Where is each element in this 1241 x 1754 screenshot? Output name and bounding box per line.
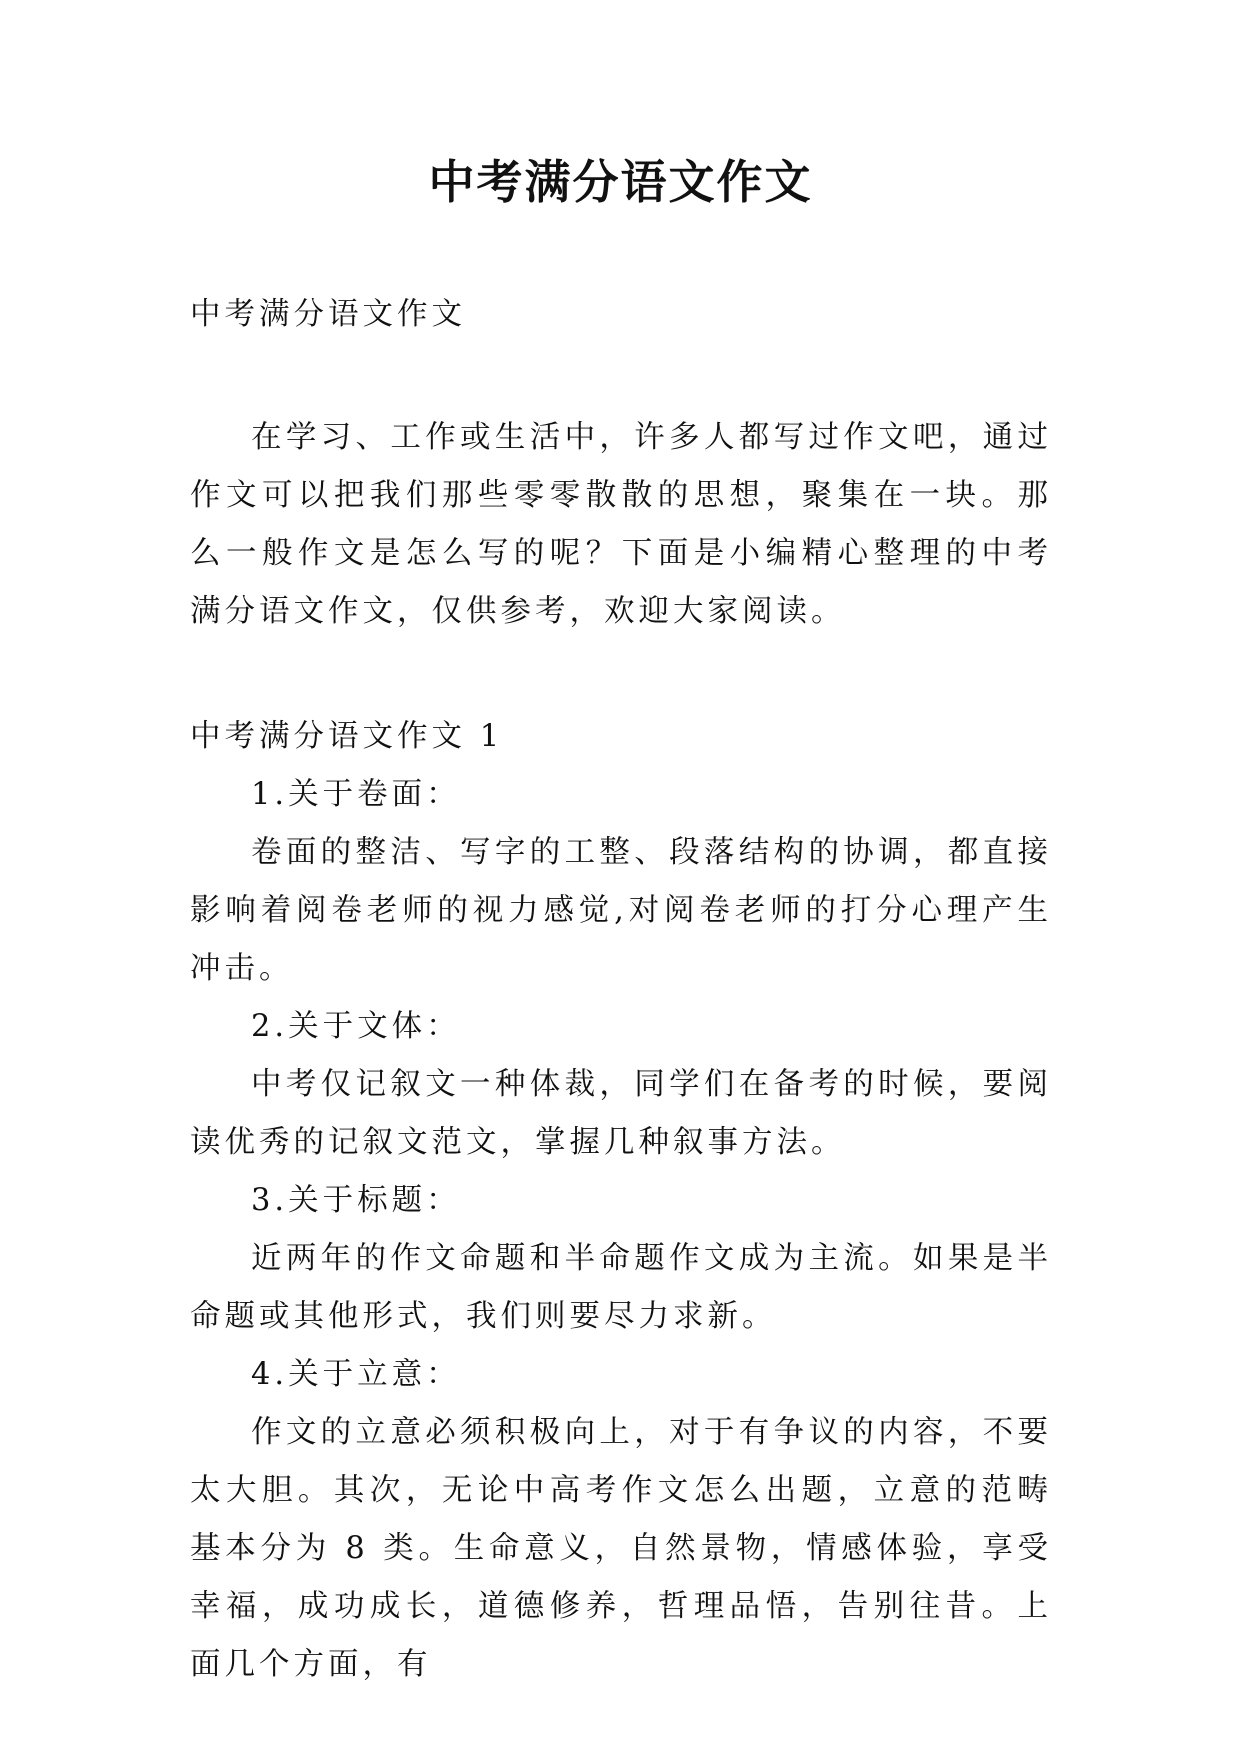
paragraph-spacer <box>190 641 1052 708</box>
item-heading: 1.关于卷面： <box>251 777 461 812</box>
item-paragraph: 中考仅记叙文一种体裁，同学们在备考的时候，要阅读优秀的记叙文范文，掌握几种叙事方法。 <box>190 1067 1052 1160</box>
intro-paragraph: 在学习、工作或生活中，许多人都写过作文吧，通过作文可以把我们那些零零散散的思想，聚集在一块。那么一般作文是怎么写的呢？下面是小编精心整理的中考满分语文作文，仅供参考，欢迎大家阅读。 <box>190 420 1052 629</box>
paragraph-spacer <box>190 344 1052 409</box>
item-heading: 4.关于立意： <box>251 1357 461 1392</box>
item-paragraph: 卷面的整洁、写字的工整、段落结构的协调，都直接影响着阅卷老师的视力感觉,对阅卷老师的打分心理产生冲击。 <box>190 835 1052 986</box>
item-paragraph: 近两年的作文命题和半命题作文成为主流。如果是半命题或其他形式，我们则要尽力求新。 <box>190 1241 1052 1334</box>
item-heading: 3.关于标题： <box>251 1183 461 1218</box>
document-body <box>190 286 1052 1694</box>
document-title: 中考满分语文作文 <box>428 155 813 209</box>
item-paragraph: 作文的立意必须积极向上，对于有争议的内容，不要太大胆。其次，无论中高考作文怎么出题，立意的范畴基本分为 8 类。生命意义，自然景物，情感体验，享受幸福，成功成长，道德修养，哲理品悟，告别往昔。上面几个方面，有 <box>190 1415 1052 1682</box>
document-subtitle: 中考满分语文作文 <box>190 297 466 332</box>
item-heading: 2.关于文体： <box>251 1009 461 1044</box>
section-heading: 中考满分语文作文 1 <box>190 719 504 754</box>
